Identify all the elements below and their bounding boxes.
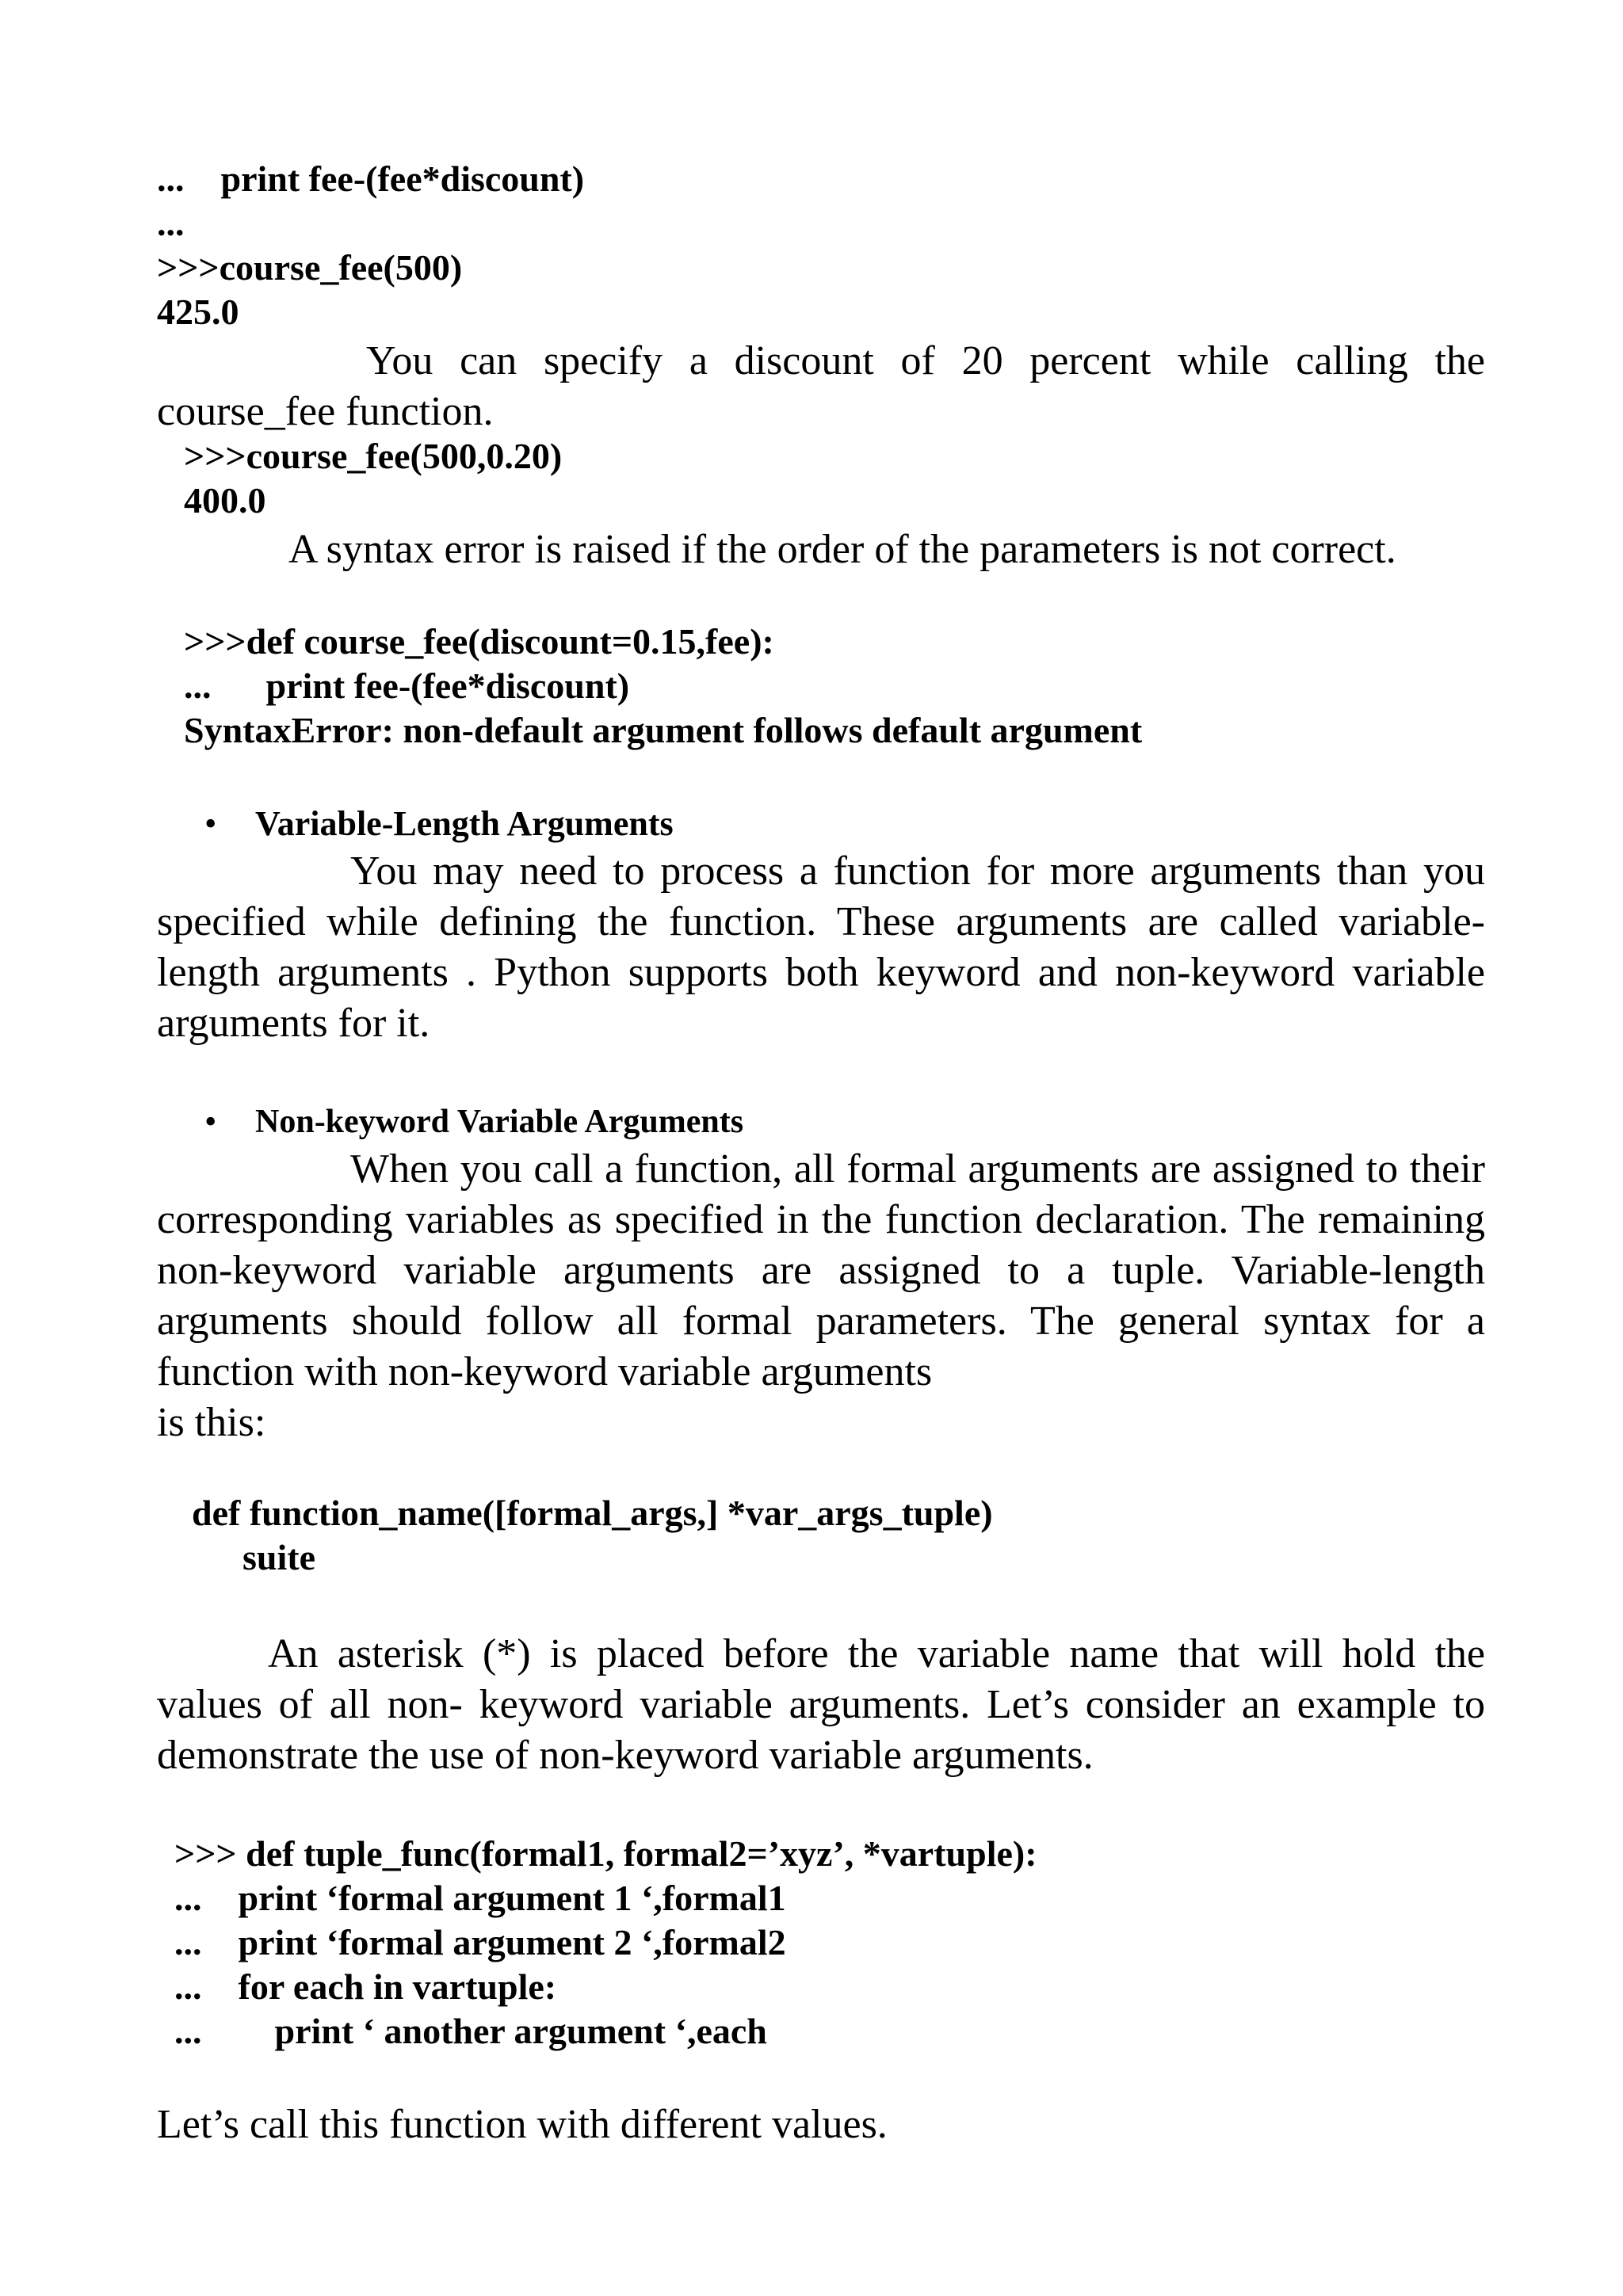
code-line: ... print ‘ another argument ‘,each — [174, 2011, 767, 2051]
code-line: >>>course_fee(500,0.20) — [184, 436, 563, 476]
paragraph-text: You can specify a discount of 20 percent while calling the course_fee function. — [157, 338, 1485, 434]
paragraph-discount — [157, 336, 1485, 437]
paragraph-text: You may need to process a function for more arguments than you specified while defining the function. These arguments are called variable-length arguments . Python supports both keyword and non-keyword variable arguments for it. — [157, 849, 1485, 1046]
code-line: ... print ‘formal argument 2 ‘,formal2 — [174, 1922, 786, 1962]
syntax-line: suite — [242, 1537, 315, 1577]
code-line: >>> def tuple_func(formal1, formal2=’xyz’, *vartuple): — [174, 1833, 1037, 1874]
code-line: ... — [157, 203, 185, 243]
paragraph-text: An asterisk (*) is placed before the variable name that will hold the values of all non- keyword variable arguments. Let’s consider an example to demonstrate the use of non-keyword variable arguments. — [157, 1631, 1485, 1778]
code-output: 425.0 — [157, 292, 239, 332]
paragraph-asterisk — [157, 1629, 1485, 1781]
code-line: ... print fee-(fee*discount) — [157, 158, 585, 199]
heading-non-keyword-variable-arguments: Non-keyword Variable Arguments — [255, 1104, 744, 1140]
code-line: ... print fee-(fee*discount) — [184, 666, 630, 706]
paragraph-non-keyword — [157, 1144, 1485, 1398]
heading-variable-length-arguments: Variable-Length Arguments — [255, 804, 674, 843]
paragraph-variable-length — [157, 846, 1485, 1049]
bullet-icon: • — [204, 1102, 217, 1141]
paragraph-syntax-error: A syntax error is raised if the order of the parameters is not correct. — [288, 527, 1396, 572]
code-line: ... for each in vartuple: — [174, 1966, 557, 2007]
bullet-icon: • — [204, 804, 217, 843]
error-message: SyntaxError: non-default argument follows default argument — [184, 710, 1143, 750]
syntax-line: def function_name([formal_args,] *var_args_tuple) — [192, 1493, 993, 1533]
paragraph-continuation: is this: — [157, 1400, 266, 1445]
code-line: >>>course_fee(500) — [157, 247, 463, 288]
code-line: >>>def course_fee(discount=0.15,fee): — [184, 621, 774, 662]
code-output: 400.0 — [184, 480, 266, 521]
paragraph-call-function: Let’s call this function with different values. — [157, 2102, 888, 2147]
code-line: ... print ‘formal argument 1 ‘,formal1 — [174, 1878, 786, 1918]
paragraph-text: When you call a function, all formal arguments are assigned to their corresponding variables as specified in the function declaration. The remaining non-keyword variable arguments are assigned to a tuple. Variable-length arguments should follow all formal parameters. The general syntax for a function with non-keyword variable arguments — [157, 1146, 1485, 1394]
